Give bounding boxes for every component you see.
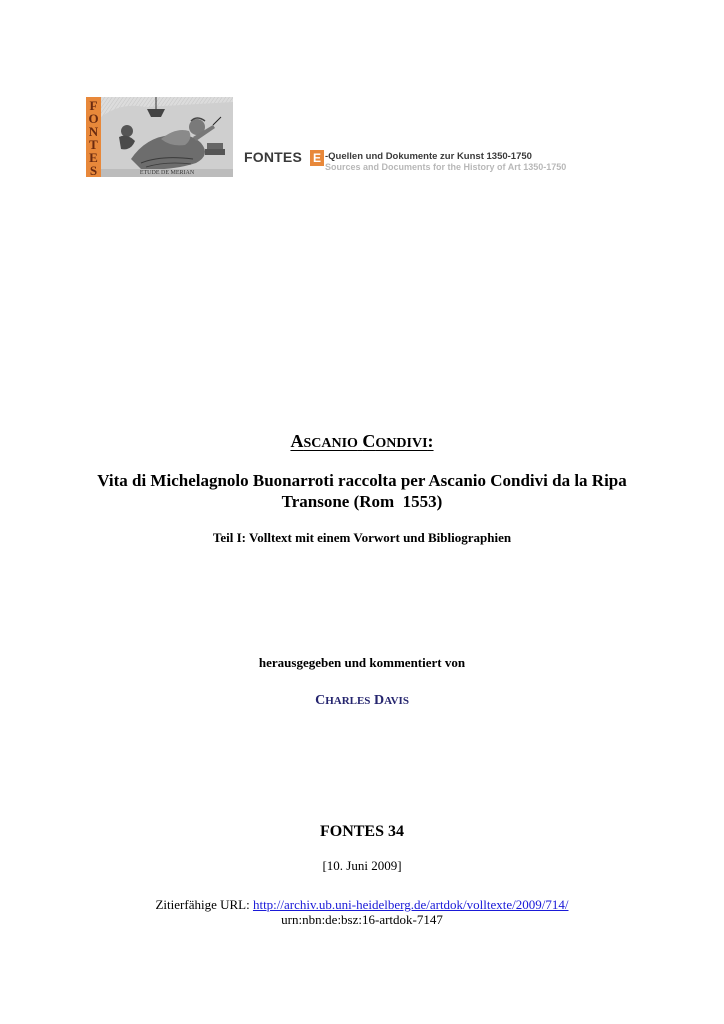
- editor-first-initial: C: [315, 693, 326, 708]
- edited-by-line: herausgegeben und kommentiert von: [258, 655, 466, 670]
- banner-english-tagline: Sources and Documents for the History of Art 1350-1750: [325, 162, 567, 172]
- series-number: FONTES 34: [319, 823, 404, 840]
- citation-urn: urn:nbn:de:bsz:16-artdok-7147: [281, 912, 443, 927]
- fontes-logo: [86, 97, 233, 177]
- document-subtitle: Teil I: Volltext mit einem Vorwort und Bibliographien: [212, 530, 512, 545]
- title-line-1: Vita di Michelagnolo Buonarroti raccolta per Ascanio Condivi da la Ripa: [97, 471, 627, 490]
- logo-letter-strip: [86, 97, 101, 177]
- author-heading: [0, 431, 724, 452]
- author-last-initial: C: [362, 431, 376, 451]
- e-badge-icon: E: [310, 150, 324, 166]
- editor-last-rest: AVIS: [384, 695, 409, 707]
- scholar-engraving-icon: [101, 97, 233, 177]
- logo-letter: O: [88, 111, 99, 126]
- engraving-caption: ETUDE DE MERIAN: [139, 170, 195, 176]
- author-last-rest: ONDIVI: [375, 436, 428, 451]
- editor-last-initial: D: [373, 693, 385, 708]
- logo-letter: F: [89, 98, 98, 113]
- citation-label: Zitierfähige URL:: [155, 897, 253, 912]
- publication-date: [10. Juni 2009]: [322, 858, 402, 873]
- citation-url-line: [0, 897, 724, 912]
- engraving-image: [101, 97, 233, 177]
- citation-block: [0, 897, 724, 927]
- logo-letter: N: [88, 124, 99, 139]
- editor-name: [0, 693, 724, 709]
- logo-letter: S: [89, 163, 98, 178]
- title-line-2: Transone (Rom 1553): [281, 492, 443, 511]
- author-first-initial: A: [290, 431, 304, 451]
- author-suffix: :: [427, 431, 434, 451]
- author-first-rest: SCANIO: [303, 436, 358, 451]
- editor-first-rest: HARLES: [325, 695, 371, 707]
- logo-letter: E: [89, 150, 98, 165]
- document-title: [0, 470, 724, 512]
- citation-url-link[interactable]: http://archiv.ub.uni-heidelberg.de/artdok/volltexte/2009/714/: [252, 897, 569, 912]
- banner-german-tagline: -Quellen und Dokumente zur Kunst 1350-1750: [325, 151, 532, 162]
- banner-fontes-label: FONTES: [244, 149, 302, 165]
- logo-letter: T: [89, 137, 98, 152]
